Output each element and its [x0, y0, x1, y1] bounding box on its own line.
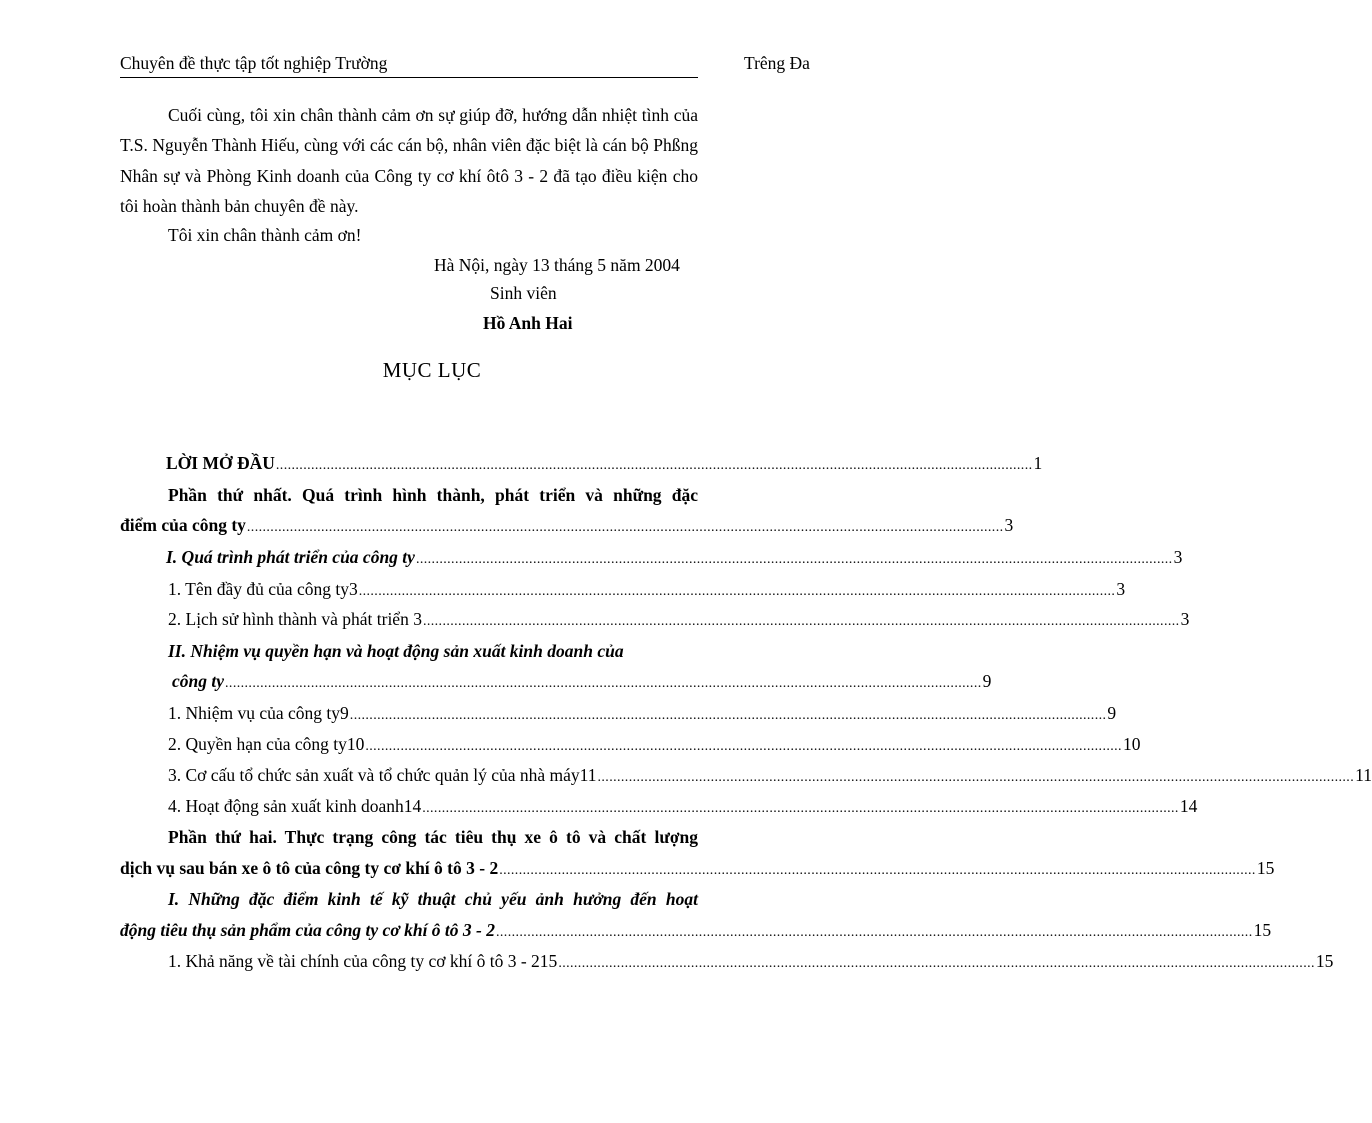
toc-leader-dots: ..................................................................................................................................................................................................	[422, 801, 1179, 816]
toc-entry[interactable]	[168, 795, 1198, 820]
toc-entry-label: 4. Hoạt động sản xuất kinh doanh14	[168, 796, 422, 816]
running-header-right: Trêng Đa	[744, 53, 810, 73]
toc-entry[interactable]	[120, 919, 1272, 944]
toc-entry-label: động tiêu thụ sản phẩm của công ty cơ khí ô tô 3 - 2	[120, 920, 495, 940]
toc-entry[interactable]	[166, 546, 1183, 571]
toc-leader-dots: ..................................................................................................................................................................................................	[422, 614, 1180, 629]
toc-entry-label-line1: I. Những đặc điểm kinh tế kỹ thuật chủ yếu ảnh hưởng đến hoạt	[168, 889, 698, 909]
toc-leader-dots: ..................................................................................................................................................................................................	[246, 520, 1004, 535]
toc-entry-page: 15	[1256, 858, 1275, 878]
toc-entry-label: 1. Khả năng về tài chính của công ty cơ khí ô tô 3 - 215	[168, 951, 558, 971]
toc-entry-page: 3	[1004, 515, 1014, 535]
toc-entry-label-line1: II. Nhiệm vụ quyền hạn và hoạt động sản xuất kinh doanh của	[168, 641, 624, 661]
toc-entry[interactable]	[166, 452, 1043, 477]
toc-entry-page: 15	[1315, 951, 1334, 971]
toc-leader-dots: ..................................................................................................................................................................................................	[558, 956, 1315, 971]
toc-entry-label-line1: Phần thứ nhất. Quá trình hình thành, phát triển và những đặc	[168, 485, 698, 505]
running-header: Chuyên đề thực tập tốt nghiệp Trường	[120, 52, 698, 78]
toc-entry-label: LỜI MỞ ĐẦU	[166, 453, 275, 473]
date-line: Hà Nội, ngày 13 tháng 5 năm 2004	[434, 255, 680, 275]
toc-leader-dots: ..................................................................................................................................................................................................	[275, 458, 1033, 473]
toc-leader-dots: ..................................................................................................................................................................................................	[499, 863, 1256, 878]
toc-entry[interactable]	[172, 670, 992, 695]
toc-entry[interactable]	[120, 857, 1275, 882]
toc-entry-page: 3	[1180, 609, 1190, 629]
toc-entry[interactable]	[168, 733, 1141, 758]
toc-entry-label: công ty	[172, 671, 225, 691]
toc-entry-label: 3. Cơ cấu tổ chức sản xuất và tổ chức quản lý của nhà máy11	[168, 765, 597, 785]
signer-role: Sinh viên	[490, 283, 557, 303]
toc-entry-label: 2. Lịch sử hình thành và phát triển 3	[168, 609, 422, 629]
toc-entry[interactable]	[168, 950, 1334, 975]
thanks-line: Tôi xin chân thành cảm ơn!	[168, 225, 362, 245]
toc-title: MỤC LỤC	[382, 358, 482, 382]
toc-entry-page: 10	[1122, 734, 1141, 754]
toc-leader-dots: ..................................................................................................................................................................................................	[415, 552, 1173, 567]
toc-entry-page: 9	[982, 671, 992, 691]
toc-entry[interactable]	[168, 578, 1126, 603]
toc-entry-page: 3	[1173, 547, 1183, 567]
toc-leader-dots: ..................................................................................................................................................................................................	[496, 925, 1253, 940]
toc-entry-label: I. Quá trình phát triển của công ty	[166, 547, 415, 567]
toc-entry-page: 9	[1107, 703, 1117, 723]
toc-leader-dots: ..................................................................................................................................................................................................	[358, 584, 1116, 599]
toc-leader-dots: ..................................................................................................................................................................................................	[349, 708, 1107, 723]
toc-entry-label: dịch vụ sau bán xe ô tô của công ty cơ khí ô tô 3 - 2	[120, 858, 499, 878]
toc-entry-label: 2. Quyền hạn của công ty10	[168, 734, 365, 754]
toc-entry[interactable]	[168, 702, 1117, 727]
toc-leader-dots: ..................................................................................................................................................................................................	[225, 676, 982, 691]
toc-entry-page: 14	[1179, 796, 1198, 816]
toc-entry[interactable]	[168, 764, 1372, 789]
toc-entry[interactable]	[168, 608, 1190, 633]
acknowledgement-paragraph: Cuối cùng, tôi xin chân thành cảm ơn sự giúp đỡ, hướng dẫn nhiệt tình của T.S. Nguyễn Thành Hiếu, cùng với các cán bộ, nhân viên đặc biệt là cán bộ Phßng Nhân sự và Phòng Kinh doanh của Công ty cơ khí ôtô 3 - 2 đã tạo điều kiện cho tôi hoàn thành bản chuyên đề này.	[120, 105, 698, 216]
signer-name: Hồ Anh Hai	[483, 313, 573, 333]
toc-entry-page: 1	[1033, 453, 1043, 473]
toc-entry-label: 1. Tên đầy đủ của công ty3	[168, 579, 358, 599]
toc-entry-page: 11	[1355, 765, 1372, 785]
toc-entry-page: 3	[1116, 579, 1126, 599]
toc-leader-dots: ..................................................................................................................................................................................................	[597, 770, 1355, 785]
toc-entry-label: điểm của công ty	[120, 515, 246, 535]
toc-leader-dots: ..................................................................................................................................................................................................	[365, 739, 1122, 754]
toc-entry-label: 1. Nhiệm vụ của công ty9	[168, 703, 349, 723]
toc-entry-label-line1: Phần thứ hai. Thực trạng công tác tiêu thụ xe ô tô và chất lượng	[168, 827, 698, 847]
toc-entry-page: 15	[1253, 920, 1272, 940]
toc-entry[interactable]	[120, 514, 1014, 539]
